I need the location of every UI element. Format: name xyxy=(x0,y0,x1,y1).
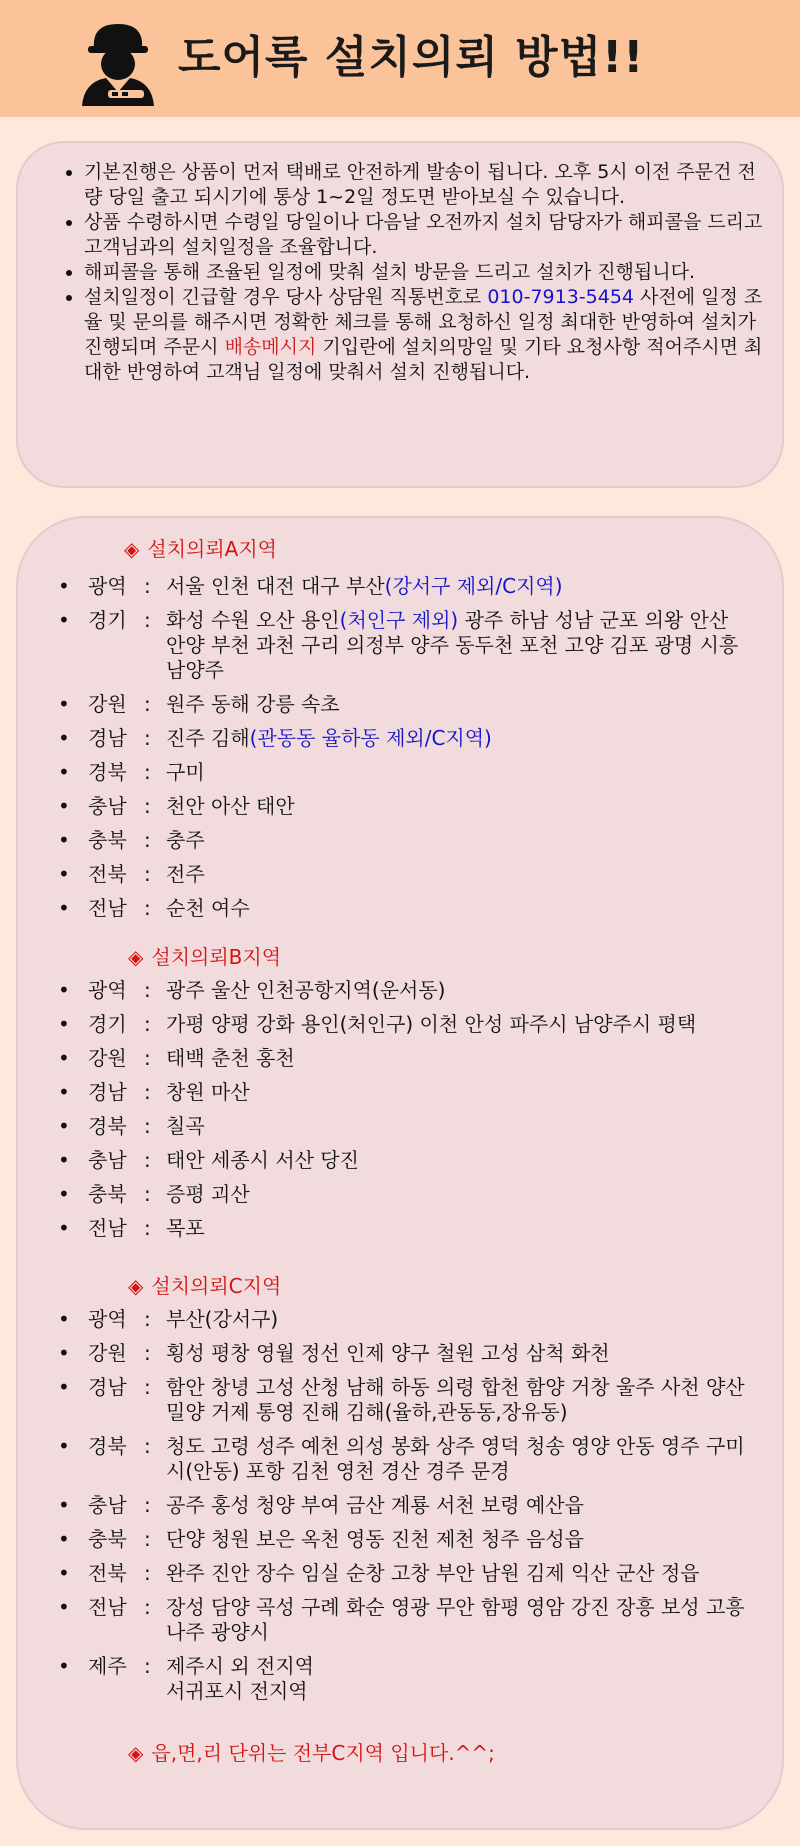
bullet-icon: • xyxy=(58,1080,70,1104)
text-fragment: 전주 xyxy=(166,862,205,886)
region-name: 경남 xyxy=(88,1375,127,1399)
text-fragment: 천안 아산 태안 xyxy=(166,794,295,818)
region-cities xyxy=(166,1216,746,1241)
region-row xyxy=(58,1012,746,1037)
section-c-list xyxy=(58,1307,746,1704)
region-name: 충남 xyxy=(88,1493,127,1517)
bullet-icon: • xyxy=(58,896,70,920)
intro-item xyxy=(84,160,774,210)
region-row xyxy=(58,1375,746,1425)
bullet-icon: • xyxy=(58,1307,70,1331)
region-row xyxy=(58,1046,746,1071)
region-colon: : xyxy=(144,608,151,632)
highlight-text: (관동동 율하동 제외/C지역) xyxy=(249,726,492,750)
region-cities xyxy=(166,1527,746,1552)
region-colon: : xyxy=(144,1654,151,1678)
bullet-icon: • xyxy=(58,1527,70,1551)
region-cities xyxy=(166,1148,746,1173)
text-fragment: 장성 담양 곡성 구례 화순 영광 무안 함평 영암 강진 장흥 보성 고흥 나주 광양시 xyxy=(166,1595,745,1644)
region-colon: : xyxy=(144,1182,151,1206)
bullet-icon: • xyxy=(58,692,70,716)
region-row xyxy=(58,1080,746,1105)
region-name: 강원 xyxy=(88,1341,127,1365)
text-fragment: 공주 홍성 청양 부여 금산 계룡 서천 보령 예산읍 xyxy=(166,1493,584,1517)
text-fragment: 함안 창녕 고성 산청 남해 하동 의령 합천 함양 거창 울주 사천 양산 밀양 거제 통영 진해 김해(율하,관동동,장유동) xyxy=(166,1375,745,1424)
text-fragment: 기본진행은 상품이 먼저 택배로 안전하게 발송이 됩니다. 오후 5시 이전 주문건 전량 당일 출고 되시기에 통상 1~2일 정도면 받아보실 수 있습니다. xyxy=(84,161,756,208)
region-cities xyxy=(166,896,746,921)
region-row xyxy=(58,862,746,887)
text-fragment: 제주시 외 전지역 xyxy=(166,1654,314,1678)
text-fragment: 설치일정이 긴급할 경우 당사 상담원 직통번호로 xyxy=(84,286,488,308)
region-name: 경남 xyxy=(88,1080,127,1104)
region-cities xyxy=(166,692,746,717)
text-fragment: 단양 청원 보은 옥천 영동 진천 제천 청주 음성읍 xyxy=(166,1527,584,1551)
region-colon: : xyxy=(144,1216,151,1240)
text-fragment: 순천 여수 xyxy=(166,896,250,920)
region-row xyxy=(58,794,746,819)
region-name: 광역 xyxy=(88,1307,127,1331)
bullet-icon: • xyxy=(58,1341,70,1365)
region-row xyxy=(58,1148,746,1173)
region-cities xyxy=(166,1561,746,1586)
region-colon: : xyxy=(144,862,151,886)
text-fragment: 원주 동해 강릉 속초 xyxy=(166,692,340,716)
region-name: 강원 xyxy=(88,1046,127,1070)
text-fragment: 청도 고령 성주 예천 의성 봉화 상주 영덕 청송 영양 안동 영주 구미시(안동) 포항 김천 영천 경산 경주 문경 xyxy=(166,1434,745,1483)
region-cities xyxy=(166,1046,746,1071)
region-name: 경기 xyxy=(88,608,127,632)
region-colon: : xyxy=(144,794,151,818)
highlight-text: (강서구 제외/C지역) xyxy=(384,574,563,598)
section-c-title: ◈ 설치의뢰C지역 xyxy=(128,1274,282,1298)
bullet-icon: • xyxy=(58,760,70,784)
text-fragment: 태백 춘천 홍천 xyxy=(166,1046,295,1070)
region-cities xyxy=(166,1595,746,1645)
region-cities xyxy=(166,1012,746,1037)
bullet-icon: • xyxy=(58,1046,70,1070)
region-name: 광역 xyxy=(88,574,127,598)
text-fragment: 칠곡 xyxy=(166,1114,205,1138)
region-cities xyxy=(166,1341,746,1366)
region-name: 경기 xyxy=(88,1012,127,1036)
intro-list xyxy=(58,160,774,385)
region-name: 충북 xyxy=(88,1182,127,1206)
region-row xyxy=(58,726,746,751)
region-colon: : xyxy=(144,1595,151,1619)
intro-item xyxy=(84,285,774,385)
text-fragment: 서귀포시 전지역 xyxy=(166,1679,308,1703)
text-fragment: 횡성 평창 영월 정선 인제 양구 철원 고성 삼척 화천 xyxy=(166,1341,610,1365)
region-cities xyxy=(166,1182,746,1207)
page-title: 도어록 설치의뢰 방법!! xyxy=(178,32,645,83)
text-fragment: 서울 인천 대전 대구 부산 xyxy=(166,574,385,598)
text-fragment: 사전에 일정 조율 및 문의를 해주시면 정확한 체크를 통해 요청하신 일정 최대한 반영하여 설치가 진행되며 주문시 xyxy=(84,286,763,358)
region-name: 강원 xyxy=(88,692,127,716)
region-row xyxy=(58,692,746,717)
region-name: 경북 xyxy=(88,760,127,784)
bullet-icon: • xyxy=(58,1012,70,1036)
region-row xyxy=(58,1595,746,1645)
region-cities xyxy=(166,1434,746,1484)
highlight-text: (처인구 제외) xyxy=(339,608,459,632)
bullet-icon: • xyxy=(58,608,70,632)
region-row xyxy=(58,1114,746,1139)
region-row xyxy=(58,1434,746,1484)
region-name: 경남 xyxy=(88,726,127,750)
diamond-marker-icon: ◈ xyxy=(128,1274,144,1298)
region-name: 충남 xyxy=(88,794,127,818)
region-row xyxy=(58,1493,746,1518)
text-fragment: 충주 xyxy=(166,828,205,852)
text-fragment: 태안 세종시 서산 당진 xyxy=(166,1148,359,1172)
region-row xyxy=(58,828,746,853)
bullet-icon: • xyxy=(58,862,70,886)
text-fragment: 가평 양평 강화 용인(처인구) 이천 안성 파주시 남양주시 평택 xyxy=(166,1012,697,1036)
region-name: 전남 xyxy=(88,1595,127,1619)
region-colon: : xyxy=(144,828,151,852)
bullet-icon: • xyxy=(58,726,70,750)
region-name: 전남 xyxy=(88,896,127,920)
region-row xyxy=(58,1561,746,1586)
bullet-icon: • xyxy=(58,1595,70,1619)
text-fragment: 기입란에 설치의망일 및 기타 요청사항 적어주시면 최대한 반영하여 고객님 일정에 맞춰서 설치 진행됩니다. xyxy=(84,336,763,383)
region-name: 충북 xyxy=(88,828,127,852)
bullet-icon: • xyxy=(58,574,70,598)
text-fragment: 광주 울산 인천공항지역(운서동) xyxy=(166,978,446,1002)
region-name: 전남 xyxy=(88,1216,127,1240)
region-colon: : xyxy=(144,1148,151,1172)
bullet-icon: • xyxy=(58,1375,70,1399)
region-row xyxy=(58,608,746,683)
region-colon: : xyxy=(144,1375,151,1399)
diamond-marker-icon: ◈ xyxy=(124,537,140,561)
bullet-icon: • xyxy=(58,1114,70,1138)
diamond-marker-icon: ◈ xyxy=(128,945,144,969)
region-colon: : xyxy=(144,1307,151,1331)
bullet-icon: • xyxy=(58,1434,70,1458)
bullet-icon: • xyxy=(58,1148,70,1172)
region-row xyxy=(58,1216,746,1241)
region-row xyxy=(58,1341,746,1366)
intro-item xyxy=(84,210,774,260)
bullet-icon: • xyxy=(58,828,70,852)
region-row xyxy=(58,760,746,785)
region-name: 전북 xyxy=(88,862,127,886)
region-cities xyxy=(166,726,746,751)
text-fragment: 창원 마산 xyxy=(166,1080,250,1104)
region-cities xyxy=(166,794,746,819)
section-a-title: ◈ 설치의뢰A지역 xyxy=(124,537,277,561)
region-colon: : xyxy=(144,978,151,1002)
region-colon: : xyxy=(144,1341,151,1365)
region-colon: : xyxy=(144,574,151,598)
text-fragment: 진주 김해 xyxy=(166,726,250,750)
region-cities xyxy=(166,828,746,853)
text-fragment: 상품 수령하시면 수령일 당일이나 다음날 오전까지 설치 담당자가 해피콜을 드리고 고객님과의 설치일정을 조율합니다. xyxy=(84,211,763,258)
region-name: 전북 xyxy=(88,1561,127,1585)
highlight-text: 010-7913-5454 xyxy=(487,286,635,308)
region-row xyxy=(58,978,746,1003)
region-row xyxy=(58,1182,746,1207)
region-colon: : xyxy=(144,1434,151,1458)
region-colon: : xyxy=(144,1080,151,1104)
bullet-icon: • xyxy=(58,1654,70,1678)
text-fragment: 증평 괴산 xyxy=(166,1182,250,1206)
bullet-icon: • xyxy=(58,978,70,1002)
bullet-icon: • xyxy=(58,1182,70,1206)
region-row xyxy=(58,1307,746,1332)
region-cities xyxy=(166,574,746,599)
diamond-marker-icon: ◈ xyxy=(128,1741,144,1765)
region-colon: : xyxy=(144,1012,151,1036)
region-cities xyxy=(166,760,746,785)
region-row xyxy=(58,1654,746,1704)
bullet-icon: • xyxy=(58,1493,70,1517)
region-cities xyxy=(166,1114,746,1139)
region-name: 충남 xyxy=(88,1148,127,1172)
region-cities xyxy=(166,978,746,1003)
header-banner xyxy=(0,0,800,117)
region-cities xyxy=(166,1493,746,1518)
worker-icon xyxy=(78,18,158,108)
region-cities xyxy=(166,608,746,683)
region-colon: : xyxy=(144,1046,151,1070)
section-b-list xyxy=(58,978,746,1241)
region-colon: : xyxy=(144,692,151,716)
intro-item xyxy=(84,260,774,285)
region-colon: : xyxy=(144,1114,151,1138)
region-row xyxy=(58,1527,746,1552)
region-name: 제주 xyxy=(88,1654,127,1678)
region-cities xyxy=(166,1080,746,1105)
section-b-title: ◈ 설치의뢰B지역 xyxy=(128,945,282,969)
region-cities xyxy=(166,1654,746,1704)
region-name: 경북 xyxy=(88,1434,127,1458)
section-a-list xyxy=(58,574,746,921)
highlight-text: 배송메시지 xyxy=(224,336,317,358)
bullet-icon: • xyxy=(58,1216,70,1240)
bullet-icon: • xyxy=(58,1561,70,1585)
footer-note: ◈ 읍,면,리 단위는 전부C지역 입니다.^^; xyxy=(128,1741,495,1765)
text-fragment: 목포 xyxy=(166,1216,205,1240)
region-colon: : xyxy=(144,896,151,920)
region-cities xyxy=(166,862,746,887)
region-cities xyxy=(166,1307,746,1332)
region-colon: : xyxy=(144,760,151,784)
text-fragment: 부산(강서구) xyxy=(166,1307,279,1331)
region-row xyxy=(58,574,746,599)
text-fragment: 해피콜을 통해 조율된 일정에 맞춰 설치 방문을 드리고 설치가 진행됩니다. xyxy=(84,261,696,283)
text-fragment: 구미 xyxy=(166,760,205,784)
text-fragment: 광주 하남 성남 군포 의왕 안산 안양 부천 과천 구리 의정부 양주 동두천 포천 고양 김포 광명 시흥 남양주 xyxy=(166,608,739,682)
text-fragment: 완주 진안 장수 임실 순창 고창 부안 남원 김제 익산 군산 정읍 xyxy=(166,1561,700,1585)
region-name: 경북 xyxy=(88,1114,127,1138)
text-fragment: 화성 수원 오산 용인 xyxy=(166,608,340,632)
region-name: 광역 xyxy=(88,978,127,1002)
region-colon: : xyxy=(144,1493,151,1517)
region-colon: : xyxy=(144,726,151,750)
bullet-icon: • xyxy=(58,794,70,818)
region-name: 충북 xyxy=(88,1527,127,1551)
region-colon: : xyxy=(144,1561,151,1585)
region-cities xyxy=(166,1375,746,1425)
region-row xyxy=(58,896,746,921)
region-colon: : xyxy=(144,1527,151,1551)
